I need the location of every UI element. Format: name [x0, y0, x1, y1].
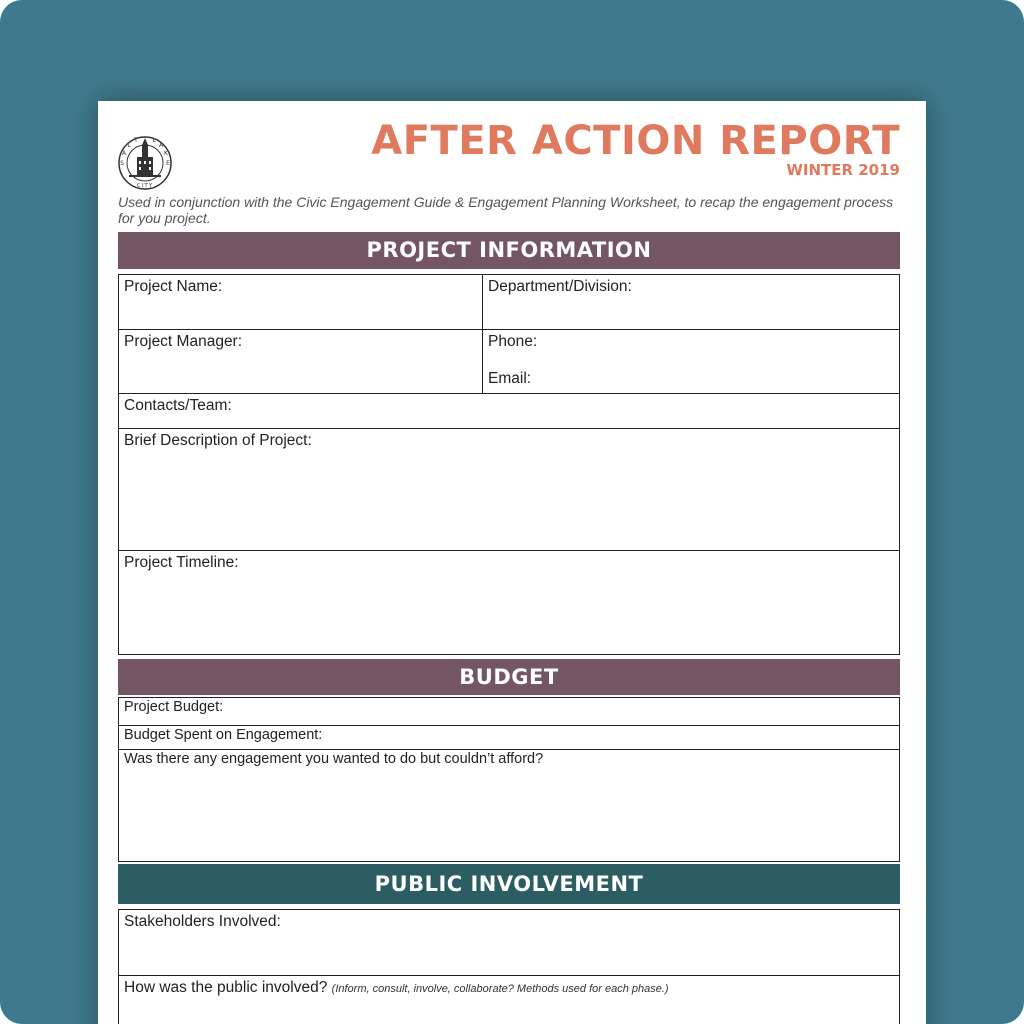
contacts-team-label: Contacts/Team:: [124, 397, 232, 414]
svg-text:A: A: [121, 150, 127, 157]
svg-text:E: E: [166, 160, 170, 167]
intro-text: Used in conjunction with the Civic Engagement Guide & Engagement Planning Worksheet, to recap the engagement process for you project.: [118, 194, 894, 226]
project-manager-label: Project Manager:: [124, 333, 243, 350]
project-timeline-field[interactable]: [118, 550, 900, 655]
report-title: AFTER ACTION REPORT: [371, 118, 900, 164]
project-timeline-label: Project Timeline:: [124, 554, 239, 571]
project-budget-field[interactable]: [118, 697, 900, 727]
project-name-field[interactable]: [118, 274, 484, 331]
svg-text:L: L: [127, 142, 131, 149]
phone-email-field[interactable]: [482, 329, 900, 395]
svg-text:CITY: CITY: [136, 183, 154, 189]
department-division-label: Department/Division:: [488, 278, 632, 295]
section-heading-project-information: PROJECT INFORMATION: [118, 232, 900, 269]
public-involvement-label: How was the public involved?: [124, 979, 328, 996]
project-budget-label: Project Budget:: [124, 699, 224, 715]
stakeholders-field[interactable]: [118, 909, 900, 977]
project-description-field[interactable]: [118, 428, 900, 552]
project-name-label: Project Name:: [124, 278, 223, 295]
salt-lake-city-seal-icon: [117, 135, 173, 191]
contacts-team-field[interactable]: [118, 393, 900, 430]
budget-spent-label: Budget Spent on Engagement:: [124, 727, 323, 743]
stakeholders-label: Stakeholders Involved:: [124, 913, 281, 930]
public-involvement-hint: (Inform, consult, involve, collaborate? Methods used for each phase.): [331, 983, 669, 995]
svg-text:L: L: [152, 137, 156, 144]
budget-spent-field[interactable]: [118, 725, 900, 751]
unaffordable-engagement-field[interactable]: [118, 749, 900, 862]
svg-text:A: A: [158, 142, 164, 149]
svg-text:S: S: [120, 160, 124, 167]
project-manager-field[interactable]: [118, 329, 484, 395]
svg-text:K: K: [164, 150, 168, 157]
phone-label: Phone:: [488, 333, 538, 350]
email-label: Email:: [488, 370, 532, 387]
unaffordable-engagement-label: Was there any engagement you wanted to do but couldn’t afford?: [124, 751, 544, 767]
department-division-field[interactable]: [482, 274, 900, 331]
document-page: [98, 101, 926, 1024]
report-subtitle: WINTER 2019: [786, 161, 900, 179]
public-involvement-field[interactable]: [118, 975, 900, 1024]
section-heading-budget: BUDGET: [118, 659, 900, 695]
project-description-label: Brief Description of Project:: [124, 432, 312, 449]
section-heading-public-involvement: PUBLIC INVOLVEMENT: [118, 864, 900, 904]
svg-text:T: T: [134, 137, 138, 144]
